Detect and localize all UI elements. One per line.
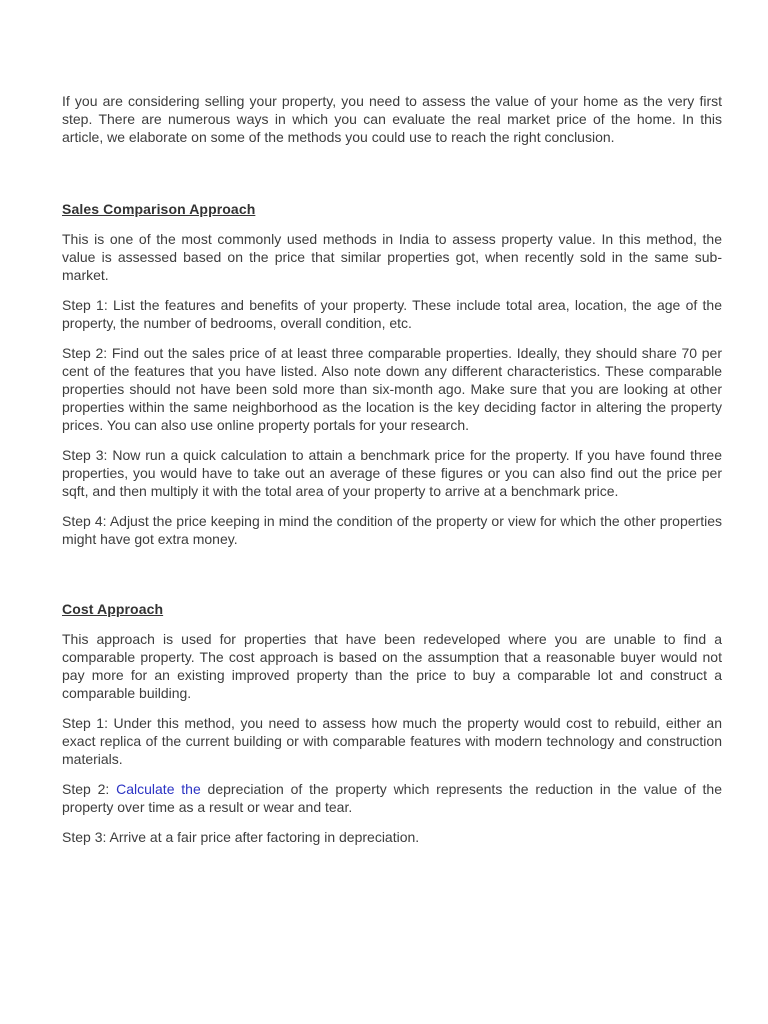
sales-step-2: Step 2: Find out the sales price of at least three comparable properties. Ideally, they should share 70 per cent of the features that you have listed. Also note down any different characteristics. These comparable properties should not have been sold more than six-month ago. Make sure that you are looking at other properties within the same neighborhood as the location is the key deciding factor in altering the property prices. You can also use online property portals for your research. — [62, 345, 722, 433]
sales-comparison-heading: Sales Comparison Approach — [62, 201, 256, 217]
cost-step-2-prefix: Step 2: — [62, 781, 117, 797]
cost-step-2 — [62, 780, 722, 816]
document-page — [62, 92, 722, 858]
cost-step-1: Step 1: Under this method, you need to assess how much the property would cost to rebuild, either an exact replica of the current building or with comparable features with modern technology and construction materials. — [62, 715, 722, 767]
sales-step-4: Step 4: Adjust the price keeping in mind the condition of the property or view for which the other properties might have got extra money. — [62, 513, 722, 547]
cost-approach-heading: Cost Approach — [62, 601, 164, 617]
cost-approach-intro: This approach is used for properties that have been redeveloped where you are unable to find a comparable property. The cost approach is based on the assumption that a reasonable buyer would not pay more for an existing improved property than the price to buy a comparable lot and construct a comparable building. — [62, 631, 722, 701]
cost-step-3: Step 3: Arrive at a fair price after factoring in depreciation. — [62, 829, 420, 845]
sales-comparison-intro: This is one of the most commonly used methods in India to assess property value. In this method, the value is assessed based on the price that similar properties got, when recently sold in the same sub-market. — [62, 231, 722, 283]
sales-step-3: Step 3: Now run a quick calculation to attain a benchmark price for the property. If you have found three properties, you would have to take out an average of these figures or you can also find out the price per sqft, and then multiply it with the total area of your property to arrive at a benchmark price. — [62, 447, 722, 499]
sales-step-1: Step 1: List the features and benefits of your property. These include total area, location, the age of the property, the number of bedrooms, overall condition, etc. — [62, 297, 722, 331]
intro-paragraph: If you are considering selling your property, you need to assess the value of your home as the very first step. There are numerous ways in which you can evaluate the real market price of the home. In this article, we elaborate on some of the methods you could use to reach the right conclusion. — [62, 93, 722, 145]
calculate-link[interactable]: Calculate the — [116, 781, 201, 797]
cost-step-2-text: depreciation of the property which represents the reduction in the value of the property over time as a result or wear and tear. — [62, 781, 723, 815]
